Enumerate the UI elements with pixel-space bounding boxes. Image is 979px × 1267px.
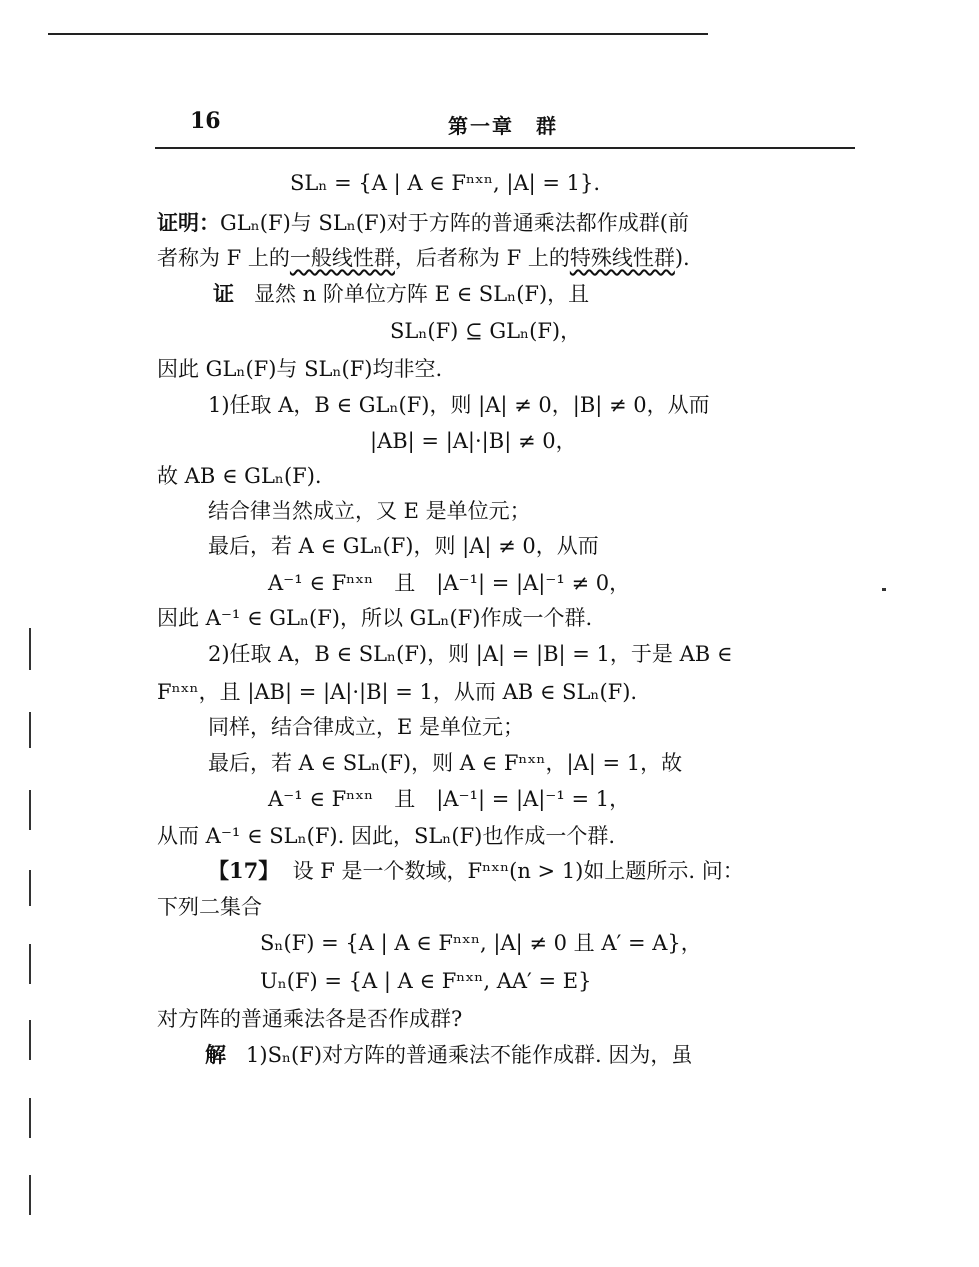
proof-text: 显然 n 阶单位方阵 E ∈ SLₙ(F)，且 [254,282,590,306]
formula-line: |AB| = |A|·|B| ≠ 0， [370,429,577,453]
text-line: Fⁿˣⁿ，且 |AB| = |A|·|B| = 1，从而 AB ∈ SLₙ(F). [157,680,638,704]
text-line: 因此 A⁻¹ ∈ GLₙ(F)，所以 GLₙ(F)作成一个群. [157,606,593,630]
margin-bar [29,712,31,748]
formula-subset: SLₙ(F) ⊆ GLₙ(F)， [390,319,582,343]
statement-text: GLₙ(F)与 SLₙ(F)对于方阵的普通乘法都作成群(前 [220,211,690,235]
proof-line-1 [213,281,589,307]
margin-bar [29,628,31,670]
text-line: 因此 GLₙ(F)与 SLₙ(F)均非空. [157,357,443,381]
text-line: 对方阵的普通乘法各是否作成群? [157,1007,463,1031]
proof-label: 证明： [157,210,220,235]
statement-text: 者称为 F 上的 [157,246,290,270]
problem-text: 设 F 是一个数域，Fⁿˣⁿ(n > 1)如上题所示. 问： [292,859,744,883]
margin-bar [29,1020,31,1060]
statement-text: ). [674,246,690,270]
term-special-linear-group: 特殊线性群 [569,246,675,270]
margin-bar [29,1175,31,1215]
text-line: 故 AB ∈ GLₙ(F). [157,464,322,488]
margin-bar [29,790,31,830]
text-line: 下列二集合 [157,895,262,919]
margin-bar [29,870,31,906]
problem-statement-line-1 [157,210,689,236]
page-number: 16 [190,108,221,134]
text-line: 最后，若 A ∈ SLₙ(F)，则 A ∈ Fⁿˣⁿ，|A| = 1，故 [208,751,683,775]
statement-text: ，后者称为 F 上的 [394,246,570,270]
margin-bar [29,944,31,984]
formula-line: A⁻¹ ∈ Fⁿˣⁿ 且 |A⁻¹| = |A|⁻¹ ≠ 0， [268,571,631,595]
scan-speck [882,588,886,591]
problem-17-line-1 [208,858,744,884]
solution-text: 1)Sₙ(F)对方阵的普通乘法不能作成群. 因为，虽 [246,1043,693,1067]
formula-sl-definition: SLₙ = {A | A ∈ Fⁿˣⁿ, |A| = 1}. [290,171,601,195]
proof-marker: 证 [213,281,234,306]
solution-marker: 解 [205,1042,226,1067]
formula-set-s: Sₙ(F) = {A | A ∈ Fⁿˣⁿ, |A| ≠ 0 且 A′ = A}， [260,931,702,955]
problem-statement-line-2 [157,245,690,271]
term-general-linear-group: 一般线性群 [289,246,395,270]
margin-bar [29,1098,31,1138]
text-line: 同样，结合律成立，E 是单位元； [208,715,525,739]
chapter-title: 第一章 群 [448,114,558,138]
text-line: 2)任取 A，B ∈ SLₙ(F)，则 |A| = |B| = 1，于是 AB ∈ [208,642,733,666]
formula-set-u: Uₙ(F) = {A | A ∈ Fⁿˣⁿ, AA′ = E} [260,969,592,993]
header-rule [155,147,855,149]
problem-number: 【17】 [208,858,280,883]
text-line: 1)任取 A，B ∈ GLₙ(F)，则 |A| ≠ 0，|B| ≠ 0，从而 [208,393,710,417]
text-line: 结合律当然成立，又 E 是单位元； [208,499,531,523]
text-line: 最后，若 A ∈ GLₙ(F)，则 |A| ≠ 0，从而 [208,534,599,558]
formula-line: A⁻¹ ∈ Fⁿˣⁿ 且 |A⁻¹| = |A|⁻¹ = 1， [268,787,631,811]
top-rule [48,33,708,35]
solution-line-1 [205,1042,692,1068]
text-line: 从而 A⁻¹ ∈ SLₙ(F). 因此，SLₙ(F)也作成一个群. [157,824,616,848]
